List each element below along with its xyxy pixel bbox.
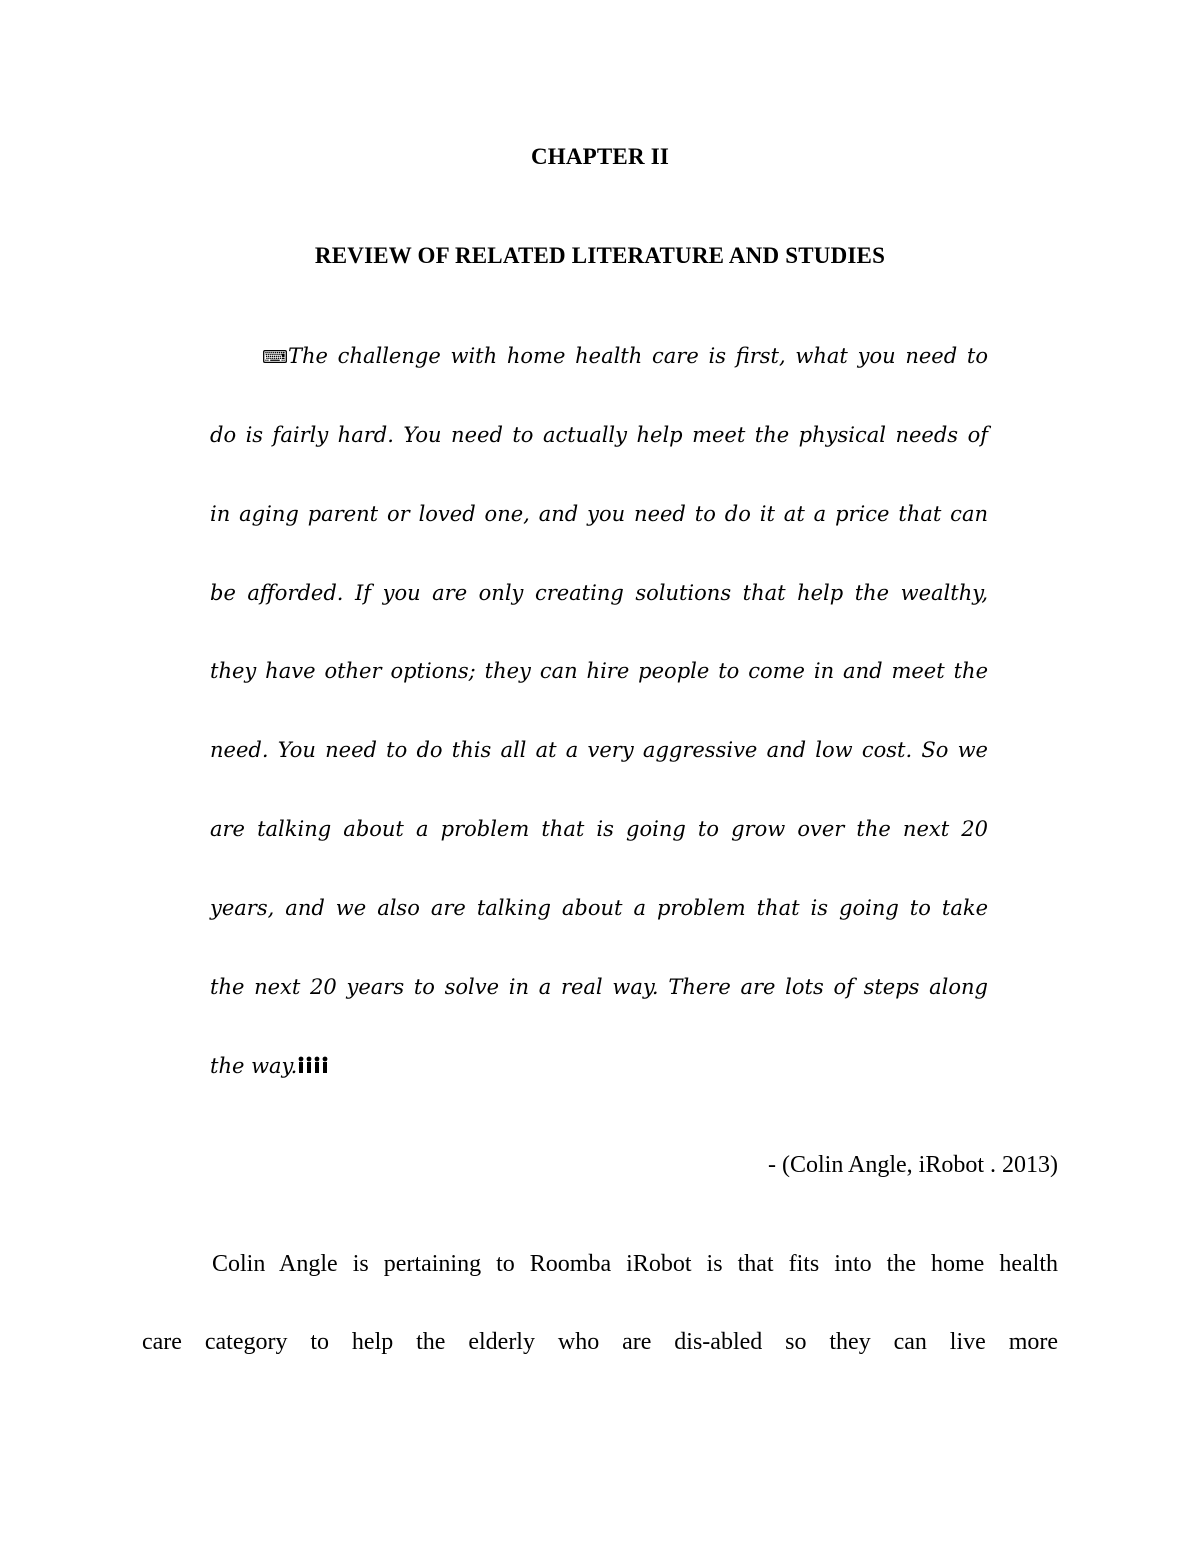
quote-line: they have other options; they can hire people to come in and meet the <box>210 659 988 683</box>
people-icon <box>297 1055 331 1075</box>
section-title: REVIEW OF RELATED LITERATURE AND STUDIES <box>314 243 886 268</box>
quote-line: ⌨The challenge with home health care is first, what you need to <box>262 344 988 368</box>
quote-attribution: - (Colin Angle, iRobot . 2013) <box>768 1152 1058 1178</box>
body-line: care category to help the elderly who are dis-abled so they can live more <box>142 1329 1058 1355</box>
quote-line: are talking about a problem that is going to grow over the next 20 <box>210 817 988 841</box>
quote-line: the way. <box>210 1051 988 1081</box>
chapter-heading: CHAPTER II <box>530 144 670 169</box>
quote-line: do is fairly hard. You need to actually help meet the physical needs of <box>210 423 988 447</box>
keyboard-icon: ⌨ <box>262 347 288 368</box>
quote-line: in aging parent or loved one, and you need to do it at a price that can <box>210 502 988 526</box>
quote-line: be afforded. If you are only creating solutions that help the wealthy, <box>210 581 988 605</box>
body-line: Colin Angle is pertaining to Roomba iRobot is that fits into the home health <box>212 1251 1058 1277</box>
quote-line: the next 20 years to solve in a real way. There are lots of steps along <box>210 975 988 999</box>
quote-line: need. You need to do this all at a very aggressive and low cost. So we <box>210 738 988 762</box>
quote-line: years, and we also are talking about a problem that is going to take <box>210 896 988 920</box>
